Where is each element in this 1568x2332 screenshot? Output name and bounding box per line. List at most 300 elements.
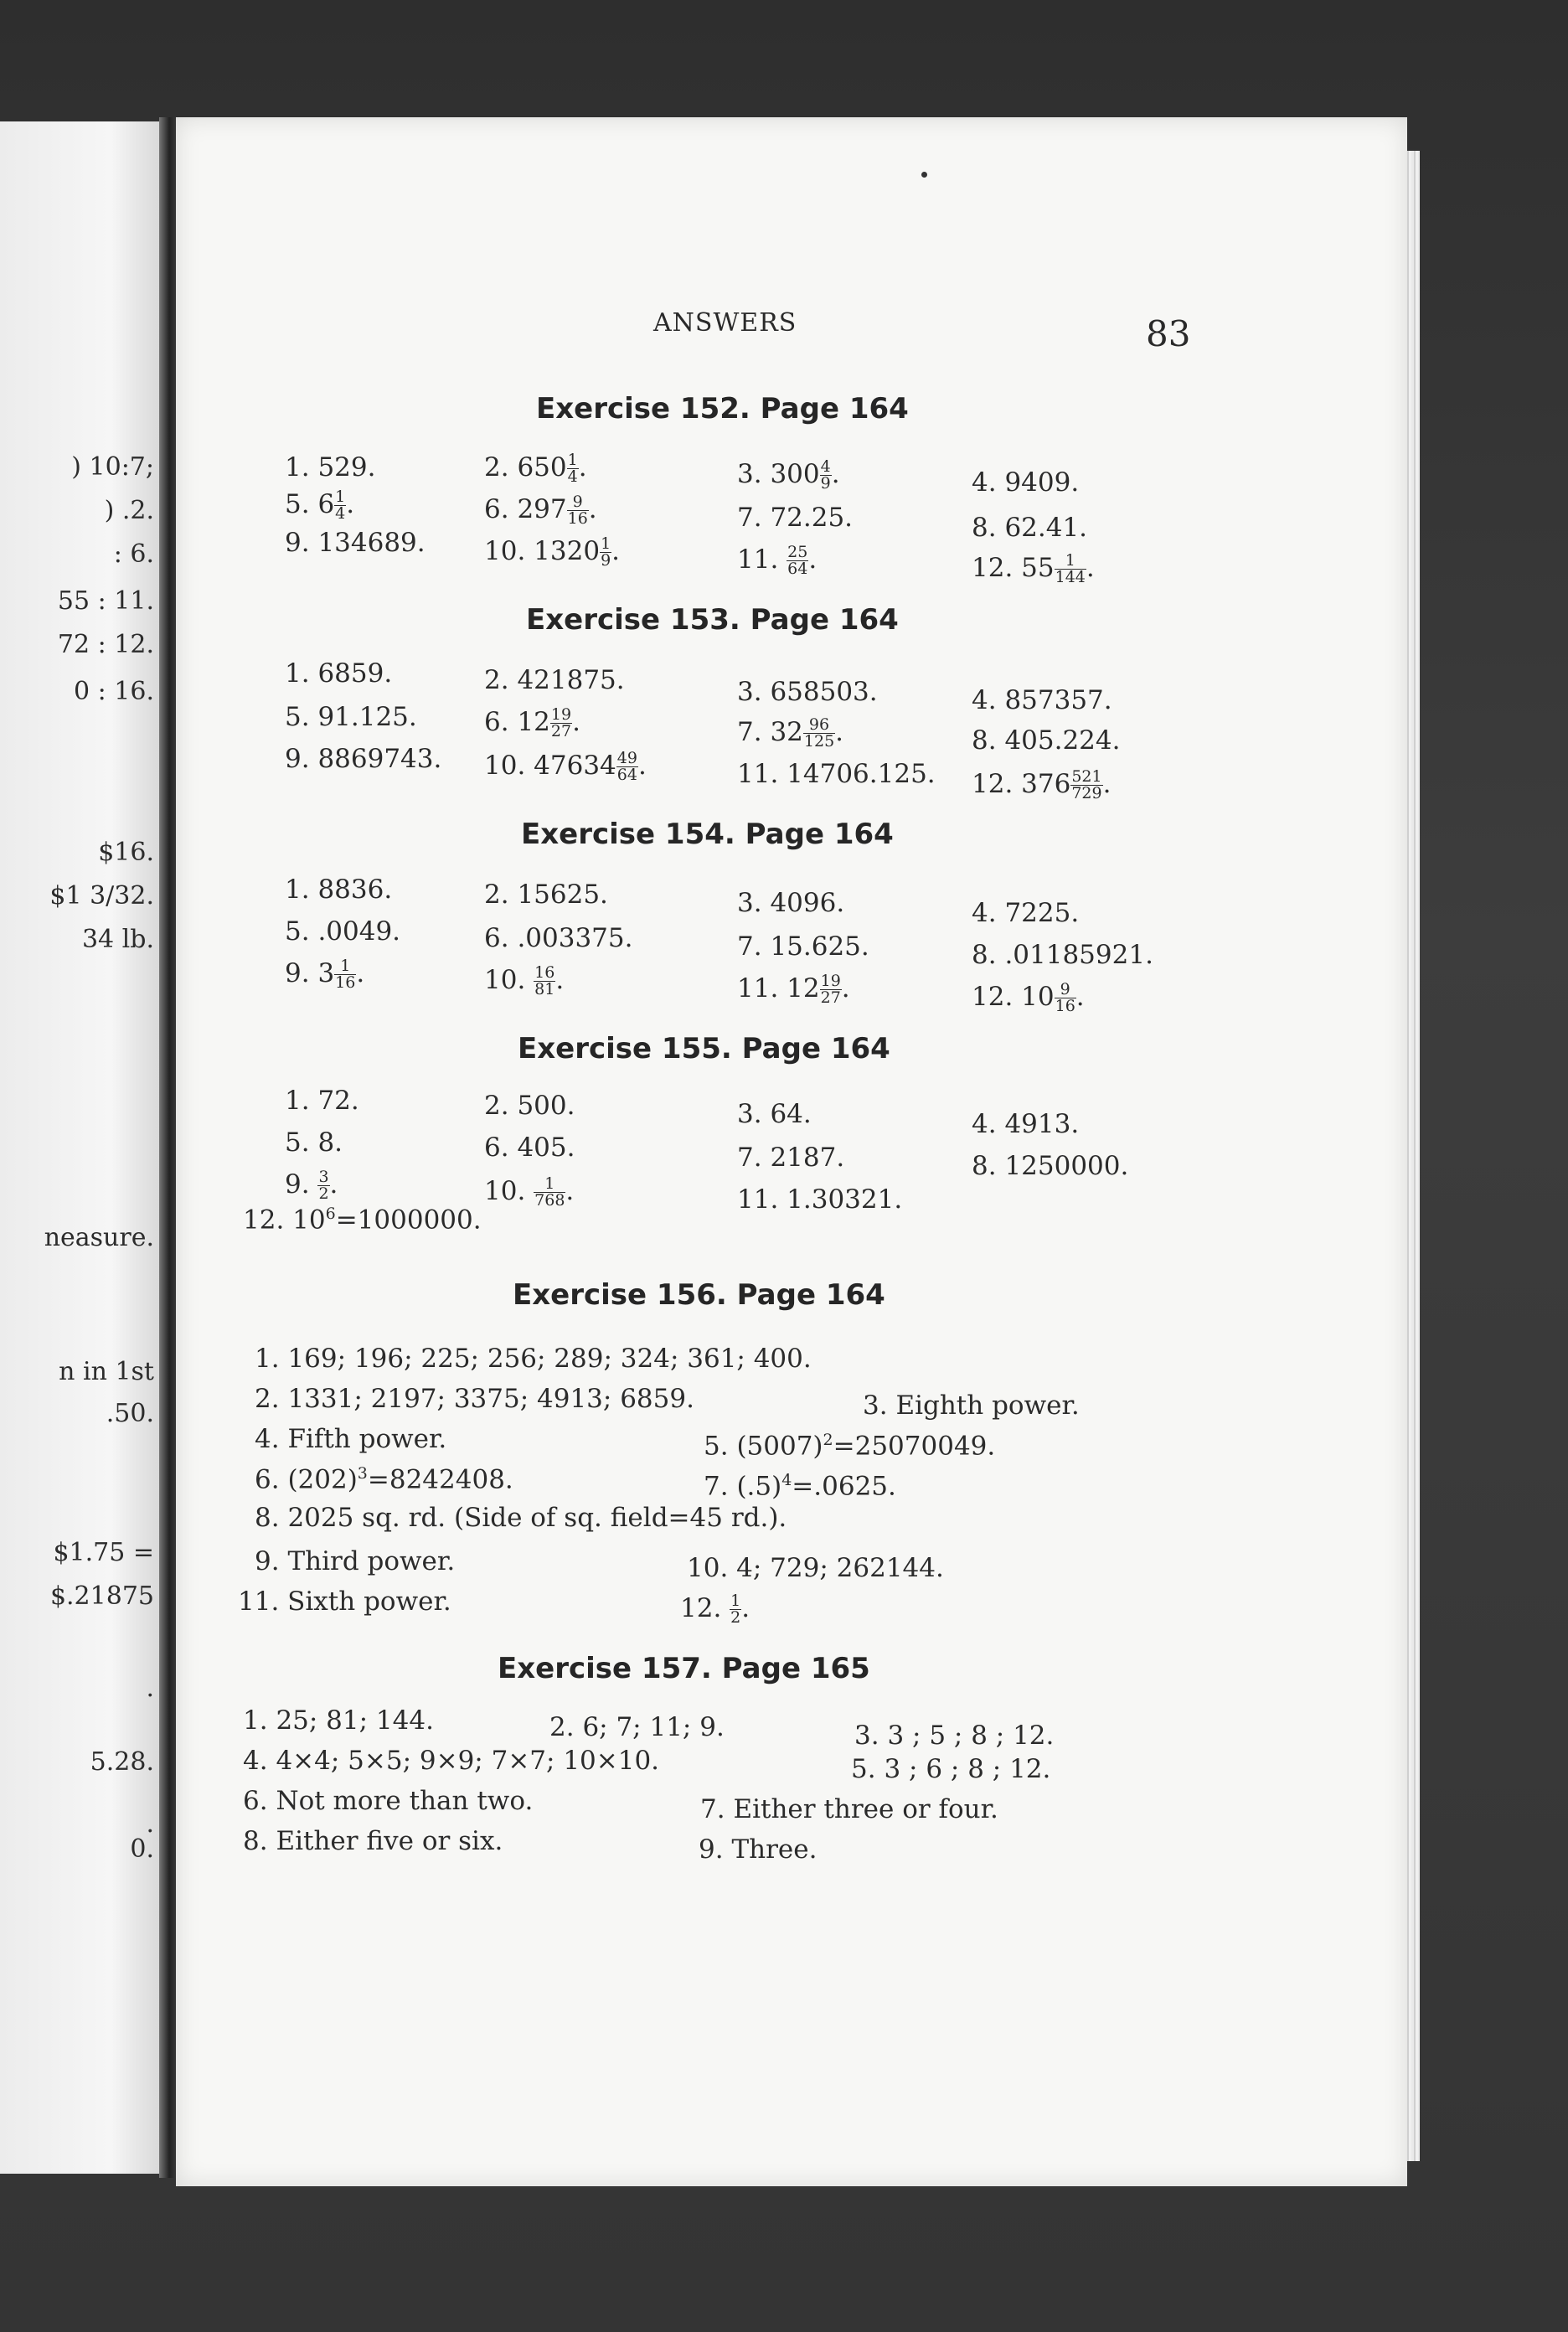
- answer-item: [549, 1712, 725, 1742]
- answer-item: [699, 1834, 817, 1865]
- answer-item: [255, 1384, 694, 1414]
- answer-value: 64.: [770, 1099, 812, 1129]
- answer-item: [737, 888, 844, 918]
- exercise-title: Exercise 154. Page 164: [521, 818, 894, 851]
- answer-item: [972, 553, 1095, 586]
- answer-tail: .: [588, 494, 597, 524]
- answer-value: 2025 sq. rd. (Side of sq. field=45 rd.).: [287, 1503, 787, 1533]
- answer-value: 32: [770, 717, 803, 747]
- answer-item: [737, 677, 878, 707]
- answer-value: Three.: [731, 1834, 818, 1865]
- left-page-fragment: neasure.: [44, 1223, 154, 1252]
- answer-value: 421875.: [517, 665, 625, 695]
- answer-exponent: 6: [325, 1205, 336, 1223]
- answer-number: 6.: [255, 1464, 288, 1495]
- answer-value: .01185921.: [1004, 940, 1153, 970]
- answer-tail: .: [555, 965, 565, 995]
- answer-value: 62.41.: [1004, 513, 1088, 543]
- answer-item: [285, 702, 417, 732]
- answer-item: [484, 452, 587, 485]
- answer-value: 9409.: [1004, 467, 1080, 498]
- exercise-title: Exercise 156. Page 164: [513, 1278, 885, 1312]
- answer-item: [484, 1176, 574, 1209]
- answer-value: 8.: [317, 1127, 343, 1158]
- answer-value: 405.224.: [1004, 725, 1121, 756]
- left-page-fragment: ) .2.: [104, 496, 154, 525]
- answer-item: [484, 965, 564, 998]
- answer-item: [484, 536, 620, 569]
- answer-value: 300: [770, 459, 820, 489]
- answer-number: 10.: [484, 536, 534, 566]
- answer-item: [285, 452, 375, 482]
- answer-number: 8.: [972, 940, 1005, 970]
- answer-value: 1250000.: [1004, 1151, 1129, 1181]
- answer-fraction: [334, 489, 346, 522]
- fraction-numerator: 1: [335, 488, 346, 506]
- answer-value: Fifth power.: [287, 1424, 447, 1454]
- answer-number: 9.: [255, 1546, 288, 1576]
- fraction-denominator: 9: [601, 551, 611, 570]
- answer-fraction: [1055, 553, 1086, 586]
- answer-number: 11.: [238, 1586, 288, 1617]
- answer-value: 4096.: [770, 888, 845, 918]
- answer-item: [285, 1127, 343, 1158]
- answer-item: [737, 544, 817, 577]
- fraction-numerator: 521: [1071, 767, 1102, 786]
- answer-number: 4.: [972, 898, 1005, 928]
- answer-number: 3.: [737, 677, 771, 707]
- answer-value: Eighth power.: [895, 1390, 1080, 1421]
- answer-value: 3: [317, 958, 335, 988]
- left-page-fragment: : 6.: [113, 539, 154, 569]
- answer-number: 2.: [549, 1712, 583, 1742]
- answer-fraction: [567, 452, 579, 485]
- answer-tail: .: [808, 544, 818, 575]
- answer-fraction: [803, 717, 835, 750]
- answer-tail: .: [572, 707, 580, 737]
- answer-value: 650: [517, 452, 567, 482]
- answer-number: 9.: [285, 1169, 318, 1200]
- answer-item: [737, 759, 936, 789]
- answer-number: 4.: [972, 685, 1005, 715]
- answer-number: 6.: [484, 707, 518, 737]
- left-page-fragment: 0 : 16.: [74, 677, 154, 706]
- left-page-fragment: ) 10:7;: [71, 452, 154, 482]
- answer-fraction: [534, 965, 555, 998]
- answer-value: .0049.: [317, 916, 401, 947]
- answer-item: [737, 717, 843, 750]
- answer-fraction: [730, 1593, 741, 1626]
- answer-value: 6: [317, 489, 335, 519]
- answer-number: 5.: [285, 702, 318, 732]
- answer-value: 4×4; 5×5; 9×9; 7×7; 10×10.: [276, 1746, 660, 1776]
- answer-value: 8869743.: [317, 744, 442, 774]
- answer-fraction: [1070, 769, 1102, 802]
- exercise-title: Exercise 153. Page 164: [526, 603, 899, 637]
- answer-number: 1.: [285, 1086, 318, 1116]
- fraction-numerator: 49: [616, 749, 637, 767]
- answer-number: 5.: [285, 489, 318, 519]
- answer-exponent: 2: [823, 1431, 833, 1449]
- answer-value: Either five or six.: [276, 1826, 503, 1856]
- left-page-fragment: 5.28.: [90, 1747, 154, 1777]
- fraction-denominator: 144: [1055, 568, 1086, 586]
- answer-tail: .: [565, 1176, 575, 1206]
- answer-item: [484, 1091, 575, 1121]
- fraction-denominator: 4: [335, 504, 346, 523]
- answer-item: [285, 916, 400, 947]
- answer-number: 11.: [737, 544, 787, 575]
- answer-tail: =8242408.: [367, 1464, 513, 1495]
- answer-number: 1.: [255, 1344, 288, 1374]
- fraction-numerator: 1: [730, 1592, 741, 1610]
- answer-tail: .: [346, 489, 355, 519]
- answer-number: 9.: [699, 1834, 732, 1865]
- answer-value: 500.: [517, 1091, 575, 1121]
- answer-value: 8836.: [317, 874, 393, 905]
- answer-fraction: [334, 958, 356, 991]
- answer-tail: .: [831, 459, 840, 489]
- answer-exponent: 3: [357, 1464, 368, 1483]
- answer-item: [704, 1471, 896, 1501]
- answer-number: 12.: [972, 553, 1022, 583]
- fraction-denominator: 768: [534, 1191, 565, 1210]
- answer-number: 12.: [972, 769, 1022, 799]
- answer-number: 6.: [484, 494, 518, 524]
- fraction-denominator: 16: [335, 973, 356, 992]
- answer-item: [243, 1786, 533, 1816]
- answer-item: [255, 1503, 787, 1533]
- answer-number: 10.: [687, 1553, 737, 1583]
- answer-value: 4913.: [1004, 1109, 1080, 1139]
- answer-number: 5.: [285, 916, 318, 947]
- answer-item: [737, 1099, 812, 1129]
- answer-tail: .: [1102, 769, 1112, 799]
- answer-item: [687, 1553, 944, 1583]
- fraction-denominator: 64: [616, 766, 637, 784]
- answer-item: [255, 1464, 513, 1494]
- answer-value: 14706.125.: [787, 759, 936, 789]
- answer-item: [255, 1424, 446, 1454]
- left-page-fragment: $1.75 =: [53, 1538, 154, 1567]
- fraction-denominator: 27: [820, 988, 841, 1007]
- answer-number: 1.: [285, 658, 318, 689]
- answer-value: 47634: [534, 751, 616, 781]
- fraction-numerator: 1: [334, 958, 356, 975]
- answer-number: 2.: [484, 880, 518, 910]
- answer-tail: .: [578, 452, 587, 482]
- answer-item: [484, 751, 647, 783]
- answer-fraction: [534, 1176, 565, 1209]
- answer-item: [255, 1546, 455, 1576]
- answer-value: 15.625.: [770, 931, 869, 962]
- answer-tail: .: [835, 717, 844, 747]
- left-page-fragment: 55 : 11.: [57, 586, 154, 616]
- answer-value: Sixth power.: [287, 1586, 451, 1617]
- answer-number: 4.: [972, 1109, 1005, 1139]
- answer-item: [285, 528, 426, 558]
- answer-item: [863, 1390, 1080, 1421]
- answer-number: 7.: [737, 931, 771, 962]
- fraction-denominator: 16: [567, 509, 588, 528]
- answer-value: 169; 196; 225; 256; 289; 324; 361; 400.: [287, 1344, 812, 1374]
- answer-number: 3.: [737, 888, 771, 918]
- answer-value: 405.: [517, 1132, 575, 1163]
- fraction-numerator: 19: [550, 705, 572, 724]
- answer-item: [737, 1184, 902, 1215]
- answer-item: [484, 707, 580, 740]
- fraction-denominator: 27: [550, 722, 572, 740]
- fraction-numerator: 1: [601, 534, 611, 553]
- left-page-fragment: 0.: [130, 1834, 154, 1864]
- answer-number: 7.: [737, 1143, 771, 1173]
- fraction-denominator: 16: [1055, 997, 1075, 1015]
- answer-tail: .: [1086, 553, 1095, 583]
- answer-item: [285, 1169, 338, 1202]
- answer-number: 5.: [704, 1431, 737, 1462]
- fraction-numerator: 9: [1055, 982, 1076, 998]
- answer-number: 12.: [680, 1593, 730, 1623]
- answer-tail: =.0625.: [792, 1471, 896, 1502]
- answer-item: [484, 494, 597, 527]
- answer-fraction: [567, 494, 589, 527]
- answer-number: 3.: [854, 1721, 888, 1751]
- answer-value: .003375.: [517, 923, 633, 953]
- answer-item: [680, 1593, 750, 1626]
- fraction-denominator: 2: [730, 1608, 741, 1627]
- answer-value: 25; 81; 144.: [276, 1705, 434, 1736]
- answer-number: 2.: [255, 1384, 288, 1414]
- answer-value: 134689.: [317, 528, 426, 558]
- answer-number: 2.: [484, 665, 518, 695]
- answer-number: 4.: [243, 1746, 276, 1776]
- answer-value: 12: [517, 707, 550, 737]
- fraction-numerator: 1: [534, 1176, 565, 1193]
- answer-item: [854, 1721, 1054, 1751]
- answer-fraction: [820, 973, 842, 1006]
- answer-number: 10.: [484, 751, 534, 781]
- answer-number: 6.: [484, 1132, 518, 1163]
- answer-fraction: [616, 751, 638, 783]
- answer-item: [243, 1205, 482, 1235]
- fraction-numerator: 1: [567, 451, 578, 469]
- answer-item: [737, 1143, 844, 1173]
- answer-value: (.5): [736, 1471, 782, 1502]
- answer-number: 7.: [704, 1471, 737, 1502]
- answer-exponent: 4: [781, 1471, 792, 1489]
- answer-number: 4.: [255, 1424, 288, 1454]
- answer-value: 297: [517, 494, 567, 524]
- answer-item: [238, 1586, 451, 1617]
- answer-tail: .: [637, 751, 647, 781]
- answer-value: (202): [287, 1464, 358, 1495]
- left-page-fragment: $16.: [98, 838, 154, 867]
- answer-number: 7.: [737, 717, 771, 747]
- answer-value: 3 ; 5 ; 8 ; 12.: [887, 1721, 1055, 1751]
- answer-item: [972, 685, 1112, 715]
- answer-number: 8.: [972, 513, 1005, 543]
- answer-value: 6; 7; 11; 9.: [582, 1712, 725, 1742]
- left-page-fragment: .50.: [106, 1399, 154, 1428]
- answer-tail: .: [329, 1169, 338, 1200]
- answer-number: 8.: [972, 725, 1005, 756]
- answer-value: 4; 729; 262144.: [736, 1553, 944, 1583]
- answer-item: [285, 874, 392, 905]
- answer-value: 1331; 2197; 3375; 4913; 6859.: [287, 1384, 694, 1414]
- answer-tail: .: [741, 1593, 750, 1623]
- answer-item: [243, 1826, 503, 1856]
- answer-value: 1320: [534, 536, 601, 566]
- answer-value: (5007): [736, 1431, 823, 1462]
- left-page-fragment: 34 lb.: [81, 925, 154, 954]
- left-page-fragment: .: [146, 1809, 154, 1839]
- answer-number: 9.: [285, 528, 318, 558]
- answer-fraction: [787, 544, 808, 577]
- answer-item: [737, 459, 840, 492]
- answer-value: 72.25.: [770, 503, 854, 533]
- answer-item: [704, 1431, 995, 1461]
- page-number: 83: [1146, 313, 1191, 354]
- left-page-fragment: n in 1st: [59, 1357, 154, 1386]
- answer-item: [243, 1705, 434, 1736]
- answer-number: 11.: [737, 1184, 787, 1215]
- answer-item: [972, 1109, 1079, 1139]
- answer-number: 12.: [243, 1205, 293, 1236]
- answer-item: [484, 923, 632, 953]
- answer-number: 5.: [851, 1754, 885, 1784]
- speck: [921, 172, 927, 178]
- fraction-denominator: 2: [318, 1184, 329, 1203]
- answer-tail: .: [841, 973, 850, 1003]
- answer-item: [285, 1086, 359, 1116]
- answer-item: [285, 658, 392, 689]
- answer-item: [285, 744, 441, 774]
- answer-value: 529.: [317, 452, 376, 482]
- answer-value: 12: [787, 973, 820, 1003]
- answer-item: [972, 725, 1120, 756]
- answer-item: [484, 665, 625, 695]
- left-page-fragment: .: [146, 1674, 154, 1703]
- fraction-numerator: 1: [1055, 553, 1086, 570]
- answer-number: 3.: [737, 459, 771, 489]
- fraction-denominator: 4: [567, 467, 578, 486]
- answer-value: 857357.: [1004, 685, 1112, 715]
- answer-fraction: [600, 536, 611, 569]
- answer-tail: .: [611, 536, 621, 566]
- answer-number: 1.: [285, 452, 318, 482]
- left-page-fragment: $1 3/32.: [49, 881, 154, 911]
- answer-value: 10: [1021, 982, 1055, 1012]
- answer-fraction: [820, 459, 832, 492]
- answer-value: 55: [1021, 553, 1055, 583]
- answer-number: 4.: [972, 467, 1005, 498]
- answer-item: [972, 513, 1087, 543]
- answer-item: [972, 940, 1153, 970]
- answer-value: 91.125.: [317, 702, 417, 732]
- answer-item: [484, 880, 608, 910]
- answer-item: [972, 769, 1111, 802]
- left-page-fragment: 72 : 12.: [57, 630, 154, 659]
- answer-value: 2187.: [770, 1143, 845, 1173]
- answer-value: Third power.: [287, 1546, 456, 1576]
- fraction-numerator: 16: [534, 963, 555, 982]
- answer-number: 6.: [243, 1786, 276, 1816]
- answer-number: 9.: [285, 958, 318, 988]
- fraction-numerator: 9: [567, 494, 589, 511]
- left-page-fragment: $.21875: [49, 1581, 154, 1611]
- answer-value: 1.30321.: [787, 1184, 903, 1215]
- answer-item: [851, 1754, 1050, 1784]
- fraction-numerator: 96: [803, 717, 835, 734]
- fraction-numerator: 25: [787, 543, 808, 561]
- answer-number: 1.: [243, 1705, 276, 1736]
- answer-tail: .: [1075, 982, 1085, 1012]
- answer-number: 6.: [484, 923, 518, 953]
- answer-item: [972, 898, 1079, 928]
- answer-number: 3.: [863, 1390, 896, 1421]
- answer-item: [972, 1151, 1128, 1181]
- answer-item: [972, 467, 1079, 498]
- answer-item: [700, 1794, 998, 1824]
- answer-item: [737, 973, 850, 1006]
- answer-number: 12.: [972, 982, 1022, 1012]
- answer-value: 376: [1021, 769, 1071, 799]
- answer-item: [285, 958, 364, 991]
- answer-number: 7.: [737, 503, 771, 533]
- answer-value: 7225.: [1004, 898, 1080, 928]
- answer-fraction: [1055, 982, 1076, 1014]
- fraction-denominator: 64: [787, 560, 808, 578]
- answer-number: 5.: [285, 1127, 318, 1158]
- exercise-title: Exercise 152. Page 164: [536, 392, 909, 426]
- answer-value: 6859.: [317, 658, 393, 689]
- answer-item: [243, 1746, 659, 1776]
- answer-number: 8.: [972, 1151, 1005, 1181]
- answer-tail: .: [356, 958, 365, 988]
- answer-value: 10: [292, 1205, 326, 1236]
- answer-value: 3 ; 6 ; 8 ; 12.: [884, 1754, 1051, 1784]
- answer-item: [255, 1344, 812, 1374]
- exercise-title: Exercise 155. Page 164: [518, 1032, 890, 1065]
- fraction-numerator: 4: [820, 457, 831, 476]
- fraction-numerator: 19: [820, 972, 841, 990]
- fraction-numerator: 3: [318, 1168, 329, 1186]
- answer-number: 3.: [737, 1099, 771, 1129]
- answer-value: Not more than two.: [276, 1786, 534, 1816]
- answer-number: 2.: [484, 1091, 518, 1121]
- exercise-title: Exercise 157. Page 165: [498, 1652, 870, 1685]
- fraction-denominator: 125: [803, 732, 835, 751]
- answer-tail: =1000000.: [335, 1205, 482, 1236]
- answer-value: 15625.: [517, 880, 608, 910]
- answer-number: 11.: [737, 973, 787, 1003]
- answer-number: 8.: [255, 1503, 288, 1533]
- answer-number: 10.: [484, 965, 534, 995]
- fraction-denominator: 9: [820, 474, 831, 493]
- answer-item: [484, 1132, 575, 1163]
- answer-number: 9.: [285, 744, 318, 774]
- answer-number: 1.: [285, 874, 318, 905]
- fraction-denominator: 81: [534, 980, 555, 998]
- answer-item: [972, 982, 1085, 1014]
- answer-number: 8.: [243, 1826, 276, 1856]
- answer-tail: =25070049.: [833, 1431, 996, 1462]
- answer-value: 72.: [317, 1086, 359, 1116]
- answer-value: Either three or four.: [733, 1794, 998, 1824]
- answer-item: [737, 931, 869, 962]
- answer-number: 10.: [484, 1176, 534, 1206]
- running-head: ANSWERS: [653, 308, 797, 338]
